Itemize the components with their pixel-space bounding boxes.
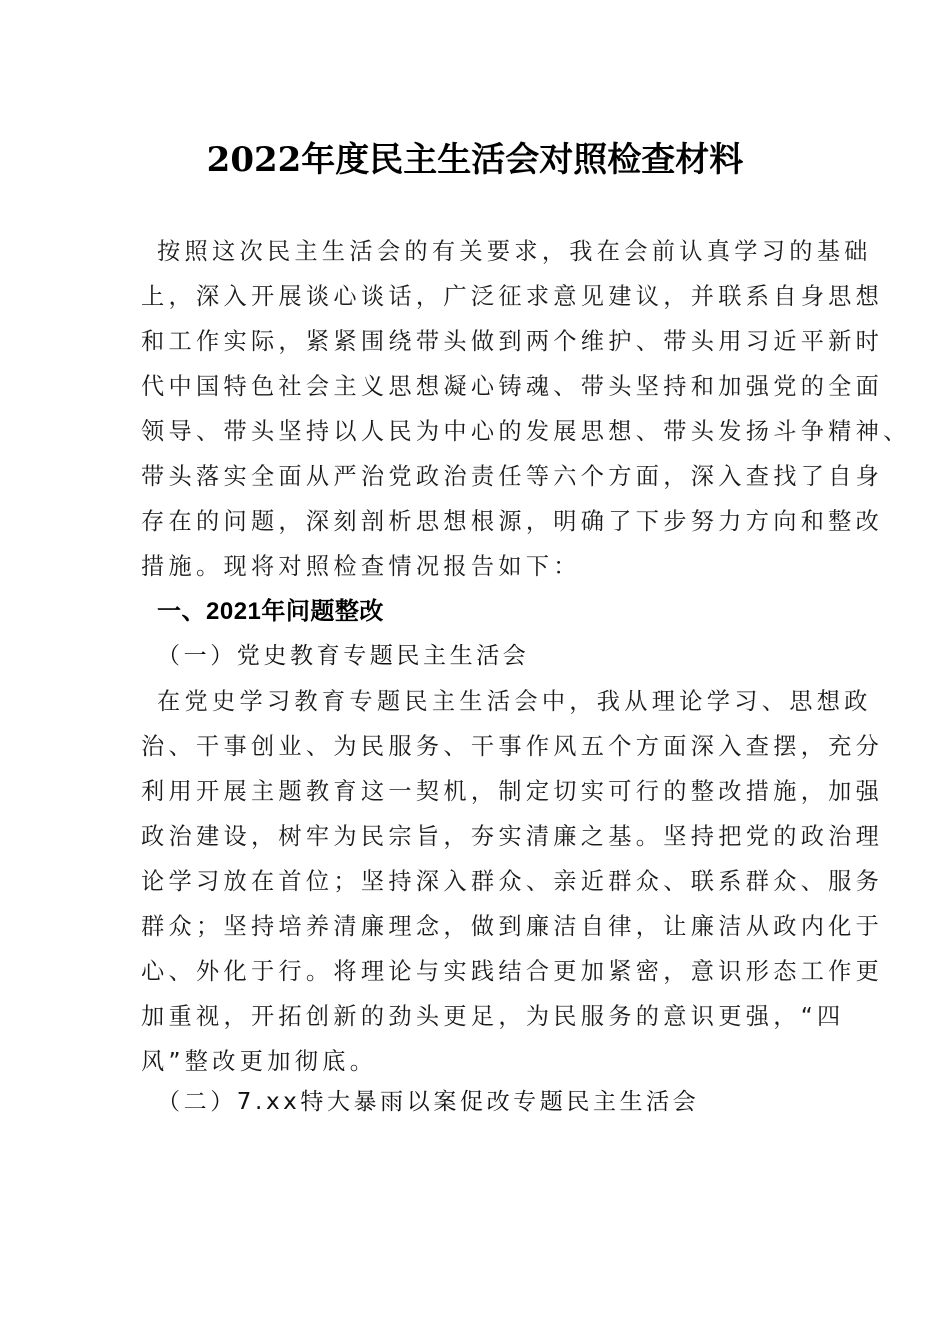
document-title: 2022年度民主生活会对照检查材料 xyxy=(206,140,744,180)
paragraph-line: 代中国特色社会主义思想凝心铸魂、带头坚持和加强党的全面 xyxy=(141,373,884,400)
subsection-heading: （二）7.xx特大暴雨以案促改专题民主生活会 xyxy=(157,1089,700,1115)
paragraph-line: 存在的问题，深刻剖析思想根源，明确了下步努力方向和整改 xyxy=(141,508,884,535)
paragraph-line: 群众；坚持培养清廉理念，做到廉洁自律，让廉洁从政内化于 xyxy=(141,913,884,940)
paragraph-line: 利用开展主题教育这一契机，制定切实可行的整改措施，加强 xyxy=(141,778,884,805)
paragraph-line: 政治建设，树牢为民宗旨，夯实清廉之基。坚持把党的政治理 xyxy=(141,823,884,850)
paragraph-line: 在党史学习教育专题民主生活会中，我从理论学习、思想政 xyxy=(157,688,872,715)
paragraph-line: 上，深入开展谈心谈话，广泛征求意见建议，并联系自身思想 xyxy=(141,283,884,310)
paragraph-line: 和工作实际，紧紧围绕带头做到两个维护、带头用习近平新时 xyxy=(141,328,884,355)
section-heading: 一、2021年问题整改 xyxy=(157,598,384,625)
paragraph-line: 按照这次民主生活会的有关要求，我在会前认真学习的基础 xyxy=(157,238,872,265)
paragraph-line: 领导、带头坚持以人民为中心的发展思想、带头发扬斗争精神、 xyxy=(141,418,911,445)
paragraph-line: 带头落实全面从严治党政治责任等六个方面，深入查找了自身 xyxy=(141,463,884,490)
paragraph-line: 论学习放在首位；坚持深入群众、亲近群众、联系群众、服务 xyxy=(141,868,884,895)
paragraph-line: 治、干事创业、为民服务、干事作风五个方面深入查摆，充分 xyxy=(141,733,884,760)
subsection-heading: （一）党史教育专题民主生活会 xyxy=(157,643,530,669)
paragraph-line: 加重视，开拓创新的劲头更足，为民服务的意识更强，“四 xyxy=(141,1003,845,1030)
paragraph-line: 风”整改更加彻底。 xyxy=(141,1048,378,1075)
paragraph-line: 措施。现将对照检查情况报告如下： xyxy=(141,553,581,580)
paragraph-line: 心、外化于行。将理论与实践结合更加紧密，意识形态工作更 xyxy=(141,958,884,985)
